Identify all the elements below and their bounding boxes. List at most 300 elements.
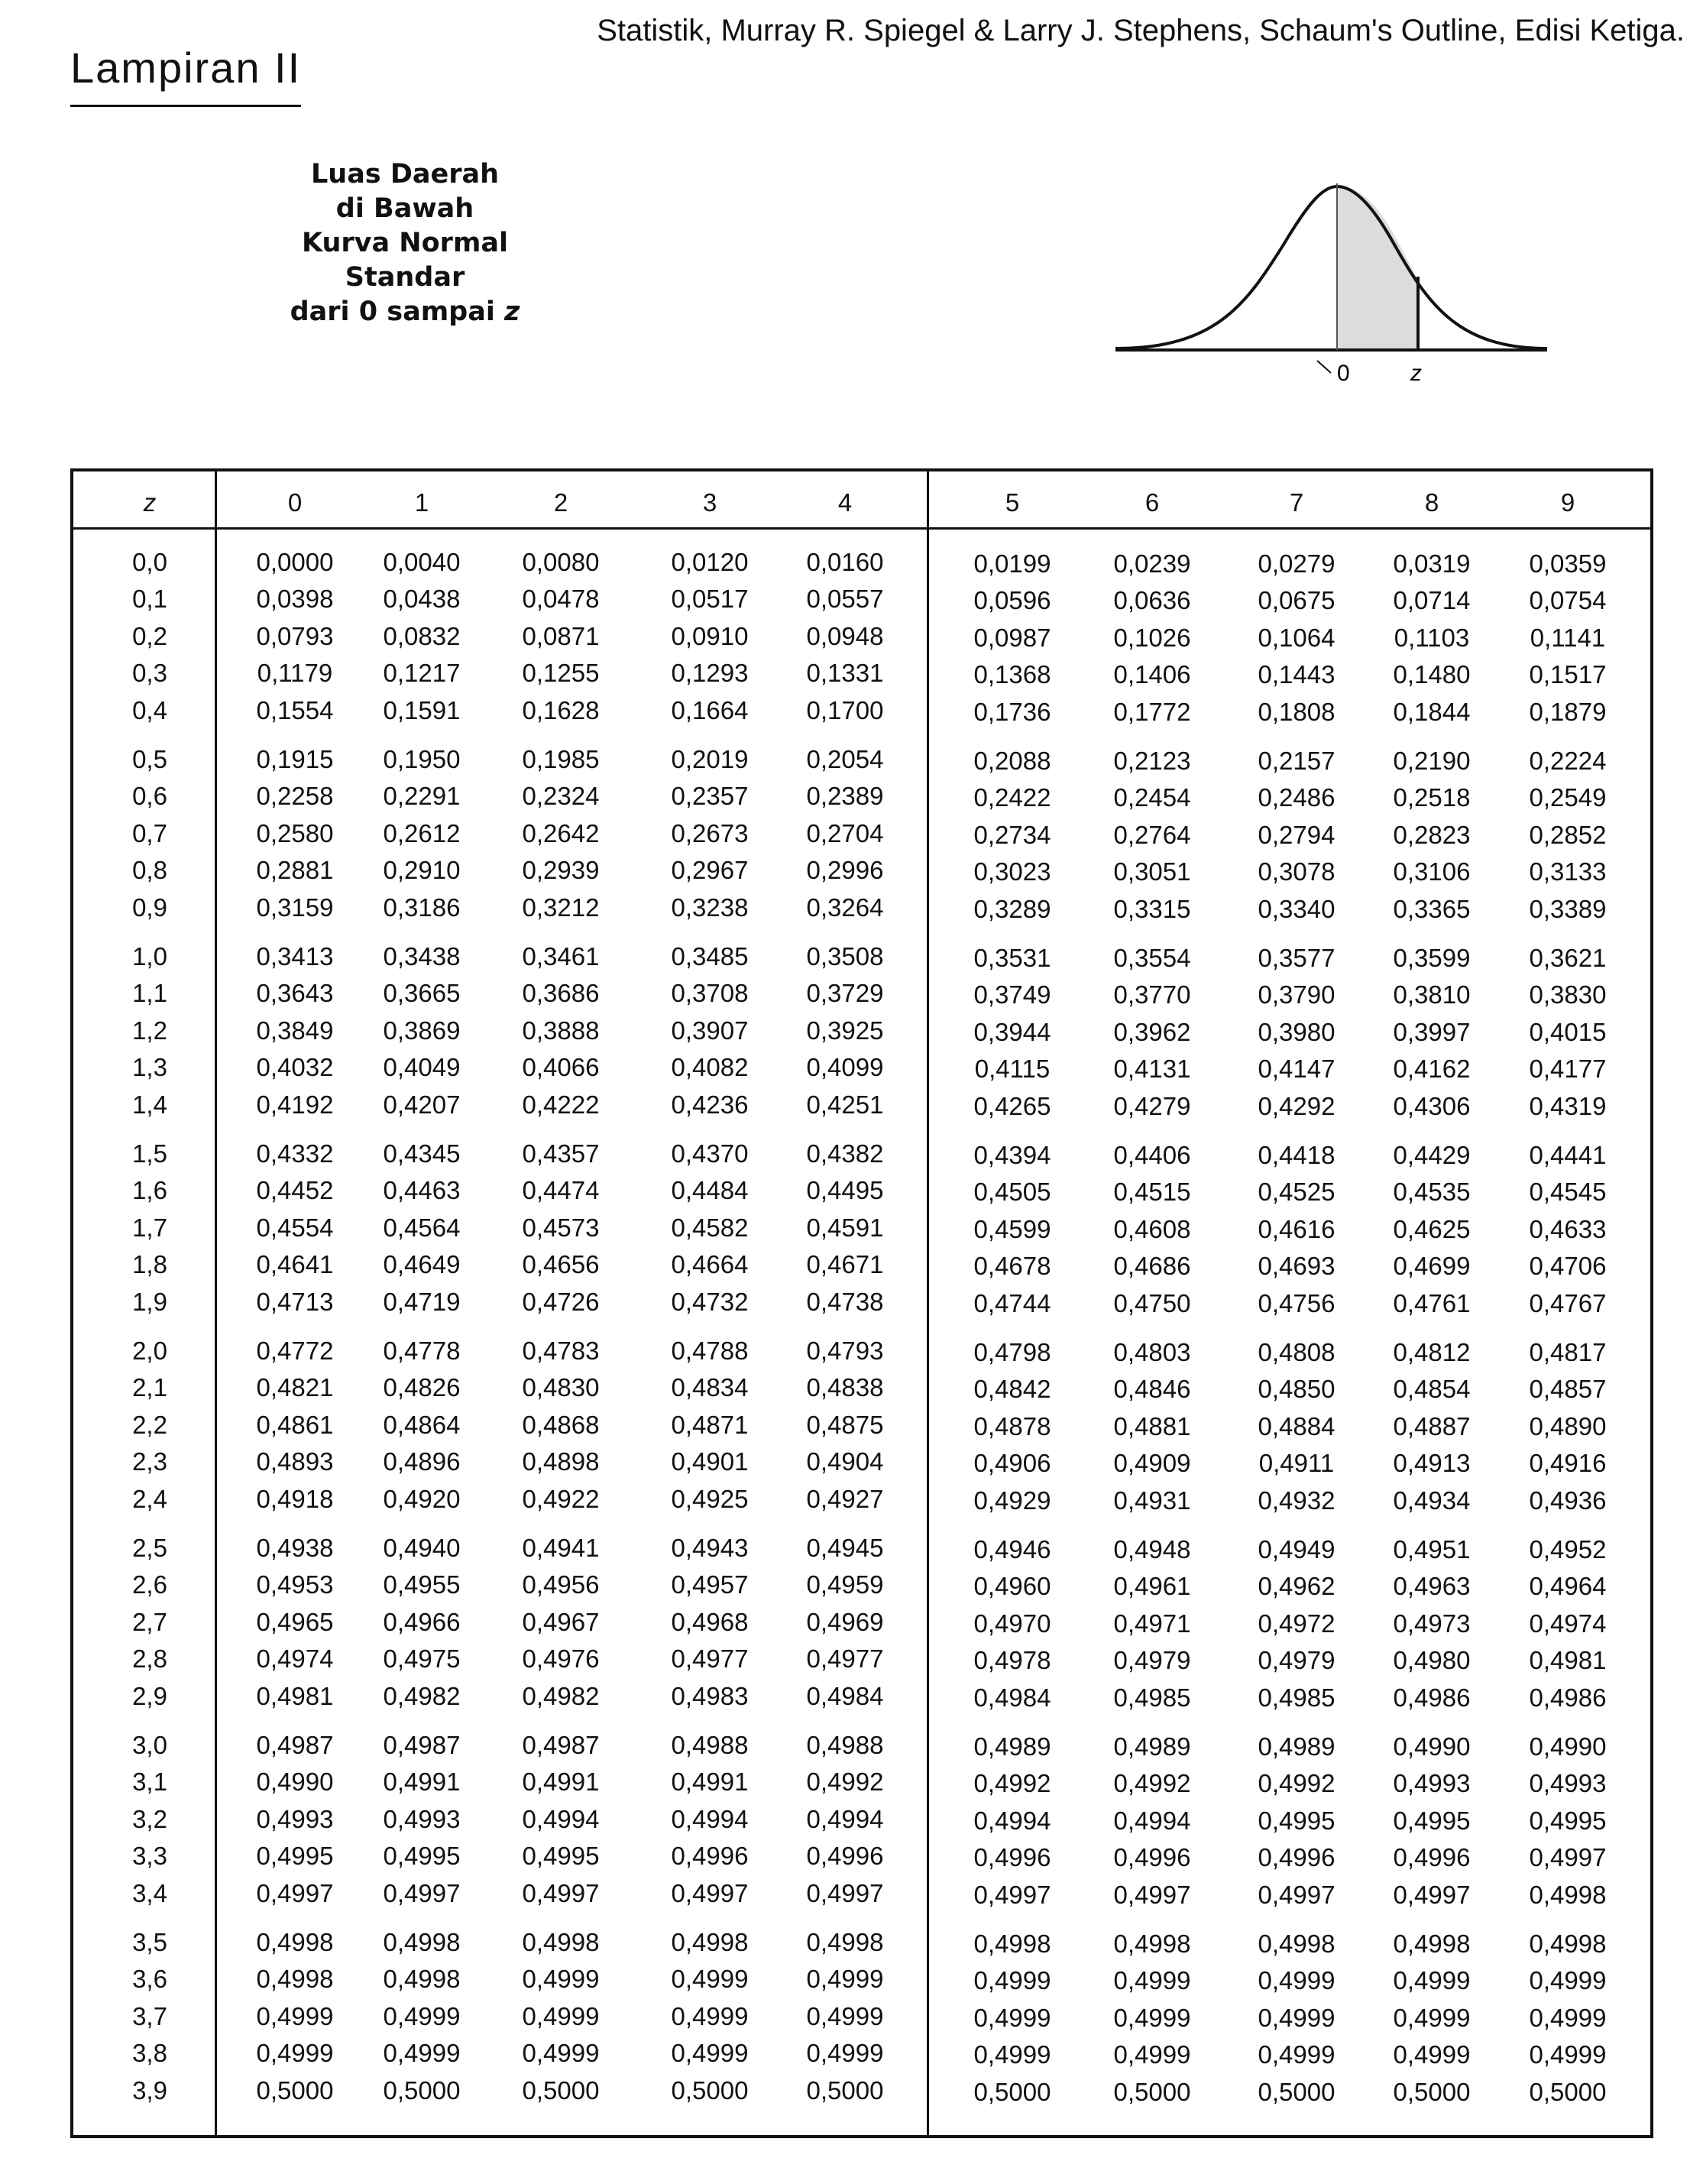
table-cell: 0,2258 <box>256 782 334 811</box>
table-cell: 0,0398 <box>256 585 334 614</box>
table-cell: 0,3340 <box>1258 894 1336 923</box>
table-cell: 0,4732 <box>671 1287 749 1316</box>
z-value-cell: 0,2 <box>132 621 167 650</box>
table-cell: 0,4850 <box>1258 1375 1336 1404</box>
z-value-cell: 3,0 <box>132 1731 167 1759</box>
table-cell: 0,4977 <box>671 1644 749 1674</box>
table-cell: 0,1591 <box>383 695 461 724</box>
table-cell: 0,4279 <box>1113 1091 1191 1120</box>
table-cell: 0,4996 <box>973 1843 1051 1872</box>
z-value-cell: 2,2 <box>132 1410 167 1439</box>
table-cell: 0,4901 <box>671 1447 749 1476</box>
table-cell: 0,4988 <box>671 1731 749 1759</box>
table-cell: 0,4878 <box>973 1411 1051 1440</box>
table-cell: 0,4678 <box>973 1252 1051 1281</box>
z-value-cell: 0,1 <box>132 585 167 614</box>
table-cell: 0,4890 <box>1529 1411 1607 1440</box>
table-cell: 0,4484 <box>671 1176 749 1205</box>
table-cell: 0,4999 <box>383 2039 461 2068</box>
table-cell: 0,4982 <box>383 1681 461 1710</box>
column-header: 0 <box>287 488 303 517</box>
table-cell: 0,4699 <box>1393 1252 1471 1281</box>
table-cell: 0,4582 <box>671 1213 749 1242</box>
table-cell: 0,4357 <box>522 1139 600 1168</box>
table-cell: 0,2734 <box>973 820 1051 849</box>
table-cell: 0,2157 <box>1258 747 1336 775</box>
table-cell: 0,4706 <box>1529 1252 1607 1281</box>
table-cell: 0,4788 <box>671 1337 749 1365</box>
table-cell: 0,2389 <box>806 782 884 811</box>
table-cell: 0,4989 <box>973 1732 1051 1761</box>
table-cell: 0,3289 <box>973 894 1051 923</box>
table-cell: 0,4911 <box>1258 1449 1335 1478</box>
table-cell: 0,4965 <box>256 1607 334 1636</box>
z-value-cell: 3,1 <box>132 1768 167 1797</box>
table-cell: 0,1664 <box>671 695 749 724</box>
table-cell: 0,4756 <box>1258 1288 1336 1317</box>
table-cell: 0,3577 <box>1258 944 1336 972</box>
table-cell: 0,4830 <box>522 1373 600 1402</box>
table-cell: 0,3159 <box>256 893 334 922</box>
table-cell: 0,4998 <box>383 1965 461 1994</box>
table-cell: 0,4997 <box>973 1880 1051 1909</box>
table-cell: 0,4515 <box>1113 1178 1191 1207</box>
table-cell: 0,4772 <box>256 1337 334 1365</box>
table-cell: 0,4999 <box>1258 2003 1336 2032</box>
table-cell: 0,4131 <box>1113 1055 1191 1084</box>
table-cell: 0,4463 <box>383 1176 461 1205</box>
table-cell: 0,4995 <box>256 1842 334 1871</box>
table-cell: 0,4573 <box>522 1213 600 1242</box>
table-cell: 0,3869 <box>383 1016 461 1045</box>
z-value-cell: 2,0 <box>132 1337 167 1365</box>
table-cell: 0,4726 <box>522 1287 600 1316</box>
table-cell: 0,2454 <box>1113 783 1191 812</box>
table-cell: 0,4998 <box>671 1928 749 1956</box>
table-cell: 0,4625 <box>1393 1214 1471 1243</box>
table-cell: 0,4999 <box>522 1965 600 1994</box>
table-cell: 0,4969 <box>806 1607 884 1636</box>
table-cell: 0,4826 <box>383 1373 461 1402</box>
table-cell: 0,4332 <box>256 1139 334 1168</box>
table-cell: 0,4999 <box>1393 2040 1471 2069</box>
table-cell: 0,3264 <box>806 893 884 922</box>
table-cell: 0,2764 <box>1113 820 1191 849</box>
table-cell: 0,4319 <box>1529 1091 1607 1120</box>
table-cell: 0,4989 <box>1113 1732 1191 1761</box>
table-cell: 0,4992 <box>973 1769 1051 1798</box>
table-cell: 0,4998 <box>806 1928 884 1956</box>
table-cell: 0,2996 <box>806 856 884 885</box>
table-cell: 0,4162 <box>1393 1055 1471 1084</box>
table-cell: 0,4984 <box>973 1683 1051 1712</box>
table-cell: 0,4946 <box>973 1535 1051 1563</box>
table-cell: 0,4896 <box>383 1447 461 1476</box>
table-cell: 0,4591 <box>806 1213 884 1242</box>
table-cell: 0,4981 <box>1529 1646 1607 1675</box>
table-cell: 0,4992 <box>806 1768 884 1797</box>
table-cell: 0,4744 <box>973 1288 1051 1317</box>
table-cell: 0,4857 <box>1529 1375 1607 1404</box>
table-cell: 0,4991 <box>383 1768 461 1797</box>
table-cell: 0,4998 <box>383 1928 461 1956</box>
table-cell: 0,4981 <box>256 1681 334 1710</box>
title-line-2: di Bawah <box>335 193 474 224</box>
table-cell: 0,4997 <box>1529 1843 1607 1872</box>
table-cell: 0,2823 <box>1393 820 1471 849</box>
z-value-cell: 0,4 <box>132 695 167 724</box>
table-cell: 0,4995 <box>383 1842 461 1871</box>
table-cell: 0,2518 <box>1393 783 1471 812</box>
table-cell: 0,4916 <box>1529 1449 1607 1478</box>
table-cell: 0,0000 <box>256 548 334 576</box>
title-line-1: Luas Daerah <box>310 159 500 190</box>
z-value-cell: 0,5 <box>132 745 167 773</box>
appendix-title: Lampiran II <box>70 43 301 107</box>
table-cell: 0,3770 <box>1113 980 1191 1009</box>
table-cell: 0,4394 <box>973 1141 1051 1169</box>
table-cell: 0,4999 <box>973 2040 1051 2069</box>
table-cell: 0,4812 <box>1393 1338 1471 1366</box>
bell-curve-line <box>1115 186 1547 348</box>
table-cell: 0,4957 <box>671 1570 749 1599</box>
table-cell: 0,4999 <box>1529 2003 1607 2032</box>
table-cell: 0,4918 <box>256 1484 334 1513</box>
table-cell: 0,4999 <box>973 1966 1051 1995</box>
table-cell: 0,2357 <box>671 782 749 811</box>
table-cell: 0,3708 <box>671 979 749 1008</box>
table-cell: 0,4966 <box>383 1607 461 1636</box>
table-cell: 0,4953 <box>256 1570 334 1599</box>
table-cell: 0,5000 <box>256 2075 334 2105</box>
table-cell: 0,4973 <box>1393 1609 1471 1638</box>
table-cell: 0,4997 <box>256 1878 334 1907</box>
table-cell: 0,3461 <box>522 942 600 970</box>
table-cell: 0,2580 <box>256 818 334 847</box>
title-line-5 <box>252 295 558 329</box>
table-cell: 0,4192 <box>256 1090 334 1119</box>
table-cell: 0,0517 <box>671 585 749 614</box>
table-cell: 0,3621 <box>1529 944 1607 972</box>
table-cell: 0,3438 <box>383 942 461 970</box>
source-citation: Statistik, Murray R. Spiegel & Larry J. Stephens, Schaum's Outline, Edisi Ketiga. <box>597 14 1685 47</box>
table-cell: 0,4868 <box>522 1410 600 1439</box>
table-cell: 0,4452 <box>256 1176 334 1205</box>
z-column-divider <box>215 471 217 2135</box>
table-cell: 0,1443 <box>1258 660 1336 689</box>
table-cell: 0,4999 <box>256 2039 334 2068</box>
table-cell: 0,4049 <box>383 1053 461 1082</box>
table-cell: 0,4994 <box>1113 1806 1191 1835</box>
table-cell: 0,3925 <box>806 1016 884 1045</box>
table-cell: 0,4955 <box>383 1570 461 1599</box>
table-cell: 0,2549 <box>1529 783 1607 812</box>
table-cell: 0,0910 <box>671 621 749 650</box>
table-cell: 0,4998 <box>256 1928 334 1956</box>
table-cell: 0,4964 <box>1529 1572 1607 1601</box>
table-cell: 0,0557 <box>806 585 884 614</box>
table-cell: 0,4846 <box>1113 1375 1191 1404</box>
table-cell: 0,1026 <box>1113 623 1191 652</box>
table-cell: 0,4564 <box>383 1213 461 1242</box>
table-cell: 0,4952 <box>1529 1535 1607 1563</box>
table-title <box>252 157 558 329</box>
table-cell: 0,3413 <box>256 942 334 970</box>
z-value-cell: 3,2 <box>132 1804 167 1833</box>
table-cell: 0,3997 <box>1393 1017 1471 1046</box>
table-cell: 0,4988 <box>806 1731 884 1759</box>
table-cell: 0,4998 <box>1529 1880 1607 1909</box>
table-cell: 0,4099 <box>806 1053 884 1082</box>
table-cell: 0,4997 <box>1113 1880 1191 1909</box>
table-cell: 0,4986 <box>1393 1683 1471 1712</box>
table-cell: 0,3212 <box>522 893 600 922</box>
table-cell: 0,4970 <box>973 1609 1051 1638</box>
table-cell: 0,3389 <box>1529 894 1607 923</box>
table-cell: 0,4987 <box>256 1731 334 1759</box>
table-cell: 0,4971 <box>1113 1609 1191 1638</box>
table-cell: 0,3485 <box>671 942 749 970</box>
table-cell: 0,4474 <box>522 1176 600 1205</box>
table-cell: 0,4429 <box>1393 1141 1471 1169</box>
table-cell: 0,1554 <box>256 695 334 724</box>
column-header: 9 <box>1560 488 1575 517</box>
table-cell: 0,4656 <box>522 1250 600 1279</box>
table-cell: 0,4976 <box>522 1644 600 1674</box>
table-cell: 0,1368 <box>973 660 1051 689</box>
table-cell: 0,4985 <box>1113 1683 1191 1712</box>
table-cell: 0,0987 <box>973 623 1051 652</box>
table-cell: 0,5000 <box>1113 2077 1191 2106</box>
table-cell: 0,4998 <box>522 1928 600 1956</box>
shaded-area-region <box>1337 186 1418 350</box>
table-cell: 0,4979 <box>1113 1646 1191 1675</box>
table-cell: 0,0675 <box>1258 586 1336 615</box>
table-cell: 0,3830 <box>1529 980 1607 1009</box>
table-cell: 0,4904 <box>806 1447 884 1476</box>
table-cell: 0,5000 <box>973 2077 1051 2106</box>
table-cell: 0,4686 <box>1113 1252 1191 1281</box>
table-cell: 0,4989 <box>1258 1732 1336 1761</box>
table-cell: 0,2642 <box>522 818 600 847</box>
table-cell: 0,4949 <box>1258 1535 1336 1563</box>
table-cell: 0,1985 <box>522 745 600 773</box>
table-cell: 0,4967 <box>522 1607 600 1636</box>
table-cell: 0,4996 <box>1113 1843 1191 1872</box>
table-cell: 0,4996 <box>806 1842 884 1871</box>
table-cell: 0,4207 <box>383 1090 461 1119</box>
table-cell: 0,4986 <box>1529 1683 1607 1712</box>
z-value-cell: 2,6 <box>132 1570 167 1599</box>
table-cell: 0,5000 <box>806 2075 884 2105</box>
z-value-cell: 0,8 <box>132 856 167 885</box>
table-cell: 0,4999 <box>1393 1966 1471 1995</box>
table-cell: 0,0359 <box>1529 549 1607 578</box>
table-cell: 0,4999 <box>973 2003 1051 2032</box>
table-cell: 0,0871 <box>522 621 600 650</box>
table-cell: 0,4147 <box>1258 1055 1336 1084</box>
table-cell: 0,4808 <box>1258 1338 1336 1366</box>
table-cell: 0,4382 <box>806 1139 884 1168</box>
table-cell: 0,4767 <box>1529 1288 1607 1317</box>
table-cell: 0,4608 <box>1113 1214 1191 1243</box>
table-cell: 0,4938 <box>256 1534 334 1562</box>
table-cell: 0,4251 <box>806 1090 884 1119</box>
table-cell: 0,4998 <box>1393 1930 1471 1958</box>
table-cell: 0,0120 <box>671 548 749 576</box>
table-cell: 0,4994 <box>671 1804 749 1833</box>
pointer-tick <box>1317 361 1331 373</box>
table-cell: 0,4951 <box>1393 1535 1471 1563</box>
table-cell: 0,4940 <box>383 1534 461 1562</box>
table-cell: 0,4999 <box>671 2039 749 2068</box>
table-cell: 0,3643 <box>256 979 334 1008</box>
table-cell: 0,4545 <box>1529 1178 1607 1207</box>
z-value-cell: 3,5 <box>132 1928 167 1956</box>
column-header: 4 <box>837 488 853 517</box>
table-cell: 0,4997 <box>671 1878 749 1907</box>
table-cell: 0,0319 <box>1393 549 1471 578</box>
table-cell: 0,1736 <box>973 697 1051 726</box>
table-cell: 0,2852 <box>1529 820 1607 849</box>
table-cell: 0,4987 <box>383 1731 461 1759</box>
table-cell: 0,4995 <box>1393 1806 1471 1835</box>
curve-label-z: z <box>1410 361 1422 386</box>
table-cell: 0,4803 <box>1113 1338 1191 1366</box>
table-cell: 0,2054 <box>806 745 884 773</box>
table-cell: 0,2939 <box>522 856 600 885</box>
table-cell: 0,4999 <box>1529 2040 1607 2069</box>
table-cell: 0,4864 <box>383 1410 461 1439</box>
table-cell: 0,4999 <box>1113 1966 1191 1995</box>
table-cell: 0,3962 <box>1113 1017 1191 1046</box>
table-cell: 0,4015 <box>1529 1017 1607 1046</box>
z-value-cell: 3,6 <box>132 1965 167 1994</box>
table-cell: 0,3051 <box>1113 857 1191 886</box>
table-cell: 0,4962 <box>1258 1572 1336 1601</box>
title-line-4: Standar <box>345 262 465 293</box>
table-cell: 0,4993 <box>1393 1769 1471 1798</box>
z-value-cell: 3,7 <box>132 2001 167 2030</box>
table-cell: 0,4920 <box>383 1484 461 1513</box>
table-cell: 0,4948 <box>1113 1535 1191 1563</box>
table-cell: 0,1480 <box>1393 660 1471 689</box>
table-cell: 0,3078 <box>1258 857 1336 886</box>
table-cell: 0,4834 <box>671 1373 749 1402</box>
table-cell: 0,4649 <box>383 1250 461 1279</box>
z-value-cell: 1,1 <box>132 979 167 1008</box>
table-cell: 0,1808 <box>1258 697 1336 726</box>
table-cell: 0,4927 <box>806 1484 884 1513</box>
table-cell: 0,4495 <box>806 1176 884 1205</box>
table-cell: 0,4999 <box>806 2039 884 2068</box>
column-header: 7 <box>1289 488 1304 517</box>
table-cell: 0,5000 <box>671 2075 749 2105</box>
table-cell: 0,4932 <box>1258 1486 1336 1515</box>
table-cell: 0,2967 <box>671 856 749 885</box>
table-cell: 0,4115 <box>974 1055 1051 1084</box>
table-cell: 0,4985 <box>1258 1683 1336 1712</box>
table-cell: 0,4999 <box>1258 1966 1336 1995</box>
table-cell: 0,4999 <box>1258 2040 1336 2069</box>
table-cell: 0,2422 <box>973 783 1051 812</box>
table-cell: 0,1844 <box>1393 697 1471 726</box>
table-cell: 0,3729 <box>806 979 884 1008</box>
table-cell: 0,4535 <box>1393 1178 1471 1207</box>
table-cell: 0,4990 <box>256 1768 334 1797</box>
table-cell: 0,2673 <box>671 818 749 847</box>
table-cell: 0,1064 <box>1258 623 1336 652</box>
z-value-cell: 2,8 <box>132 1644 167 1674</box>
table-cell: 0,4994 <box>973 1806 1051 1835</box>
table-cell: 0,2881 <box>256 856 334 885</box>
table-cell: 0,4881 <box>1113 1411 1191 1440</box>
z-value-cell: 2,1 <box>132 1373 167 1402</box>
z-value-cell: 1,7 <box>132 1213 167 1242</box>
table-cell: 0,3554 <box>1113 944 1191 972</box>
table-cell: 0,4798 <box>973 1338 1051 1366</box>
table-cell: 0,4977 <box>806 1644 884 1674</box>
z-value-cell: 1,0 <box>132 942 167 970</box>
z-value-cell: 0,9 <box>132 893 167 922</box>
table-cell: 0,1950 <box>383 745 461 773</box>
table-cell: 0,4974 <box>1529 1609 1607 1638</box>
table-cell: 0,1628 <box>522 695 600 724</box>
z-value-cell: 1,9 <box>132 1287 167 1316</box>
table-cell: 0,0239 <box>1113 549 1191 578</box>
table-cell: 0,4993 <box>1529 1769 1607 1798</box>
table-cell: 0,3749 <box>973 980 1051 1009</box>
table-cell: 0,4991 <box>522 1768 600 1797</box>
table-cell: 0,4995 <box>1529 1806 1607 1835</box>
table-cell: 0,4941 <box>522 1534 600 1562</box>
table-cell: 0,1700 <box>806 695 884 724</box>
table-cell: 0,4979 <box>1258 1646 1336 1675</box>
table-cell: 0,4994 <box>806 1804 884 1833</box>
curve-label-zero: 0 <box>1337 361 1350 386</box>
table-cell: 0,4968 <box>671 1607 749 1636</box>
table-cell: 0,4292 <box>1258 1091 1336 1120</box>
table-cell: 0,4222 <box>522 1090 600 1119</box>
table-cell: 0,1772 <box>1113 697 1191 726</box>
table-cell: 0,4996 <box>671 1842 749 1871</box>
table-cell: 0,3023 <box>973 857 1051 886</box>
table-cell: 0,4842 <box>973 1375 1051 1404</box>
table-cell: 0,4961 <box>1113 1572 1191 1601</box>
table-cell: 0,4884 <box>1258 1411 1336 1440</box>
table-cell: 0,4441 <box>1529 1141 1607 1169</box>
table-cell: 0,4793 <box>806 1337 884 1365</box>
table-cell: 0,0438 <box>383 585 461 614</box>
table-cell: 0,1179 <box>257 659 333 688</box>
table-cell: 0,4990 <box>1529 1732 1607 1761</box>
table-cell: 0,4999 <box>256 2001 334 2030</box>
table-cell: 0,3365 <box>1393 894 1471 923</box>
z-value-cell: 1,5 <box>132 1139 167 1168</box>
table-cell: 0,2190 <box>1393 747 1471 775</box>
table-cell: 0,4370 <box>671 1139 749 1168</box>
table-cell: 0,0714 <box>1393 586 1471 615</box>
table-cell: 0,4999 <box>806 1965 884 1994</box>
table-cell: 0,4719 <box>383 1287 461 1316</box>
z-value-cell: 2,7 <box>132 1607 167 1636</box>
table-cell: 0,3133 <box>1529 857 1607 886</box>
table-cell: 0,4999 <box>1113 2003 1191 2032</box>
table-cell: 0,4991 <box>671 1768 749 1797</box>
table-cell: 0,4999 <box>806 2001 884 2030</box>
table-cell: 0,3810 <box>1393 980 1471 1009</box>
table-cell: 0,2324 <box>522 782 600 811</box>
